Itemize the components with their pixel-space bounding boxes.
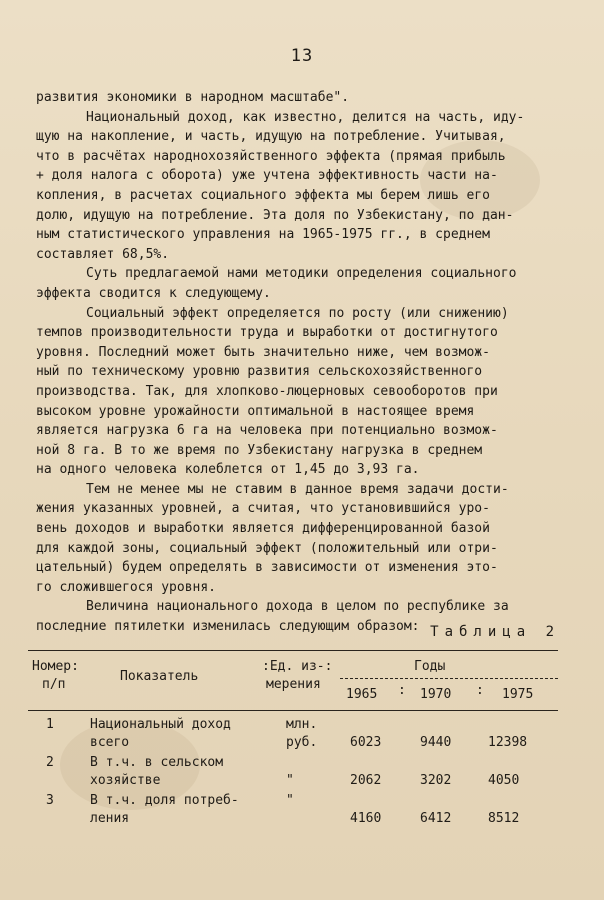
header-sep-1: : — [398, 683, 406, 698]
cell-1975: 12398 — [488, 735, 528, 750]
cell-indicator-line2: ления — [90, 811, 130, 826]
text-line: является нагрузка 6 га на человека при потенциально возмож- — [36, 423, 498, 439]
table-header-rule — [28, 710, 558, 711]
text-line: что в расчётах народнохозяйственного эффекта (прямая прибыль — [36, 148, 506, 164]
text-line: последние пятилетки изменилась следующим образом: — [36, 619, 420, 635]
header-number-line1: Номер: — [32, 659, 79, 674]
text-line: производства. Так, для хлопково-люцерновых севооборотов при — [36, 383, 498, 399]
header-unit — [262, 658, 332, 694]
cell-indicator-line2: хозяйстве — [90, 773, 161, 788]
cell-1965: 6023 — [350, 735, 382, 750]
page-number: 13 — [290, 46, 314, 66]
text-line: жения указанных уровней, а считая, что установившийся уро- — [36, 501, 490, 517]
cell-1965: 4160 — [350, 811, 382, 826]
cell-number: 3 — [46, 793, 54, 808]
text-line: высоком уровне урожайности оптимальной в настоящее время — [36, 403, 475, 419]
text-line: копления, в расчетах социального эффекта мы берем лишь его — [36, 187, 490, 203]
header-year-1970: 1970 — [420, 687, 452, 702]
cell-unit-line2: руб. — [286, 735, 318, 750]
header-indicator: Показатель — [120, 669, 199, 684]
text-line: Социальный эффект определяется по росту (или снижению) — [86, 305, 509, 321]
header-unit-line1: :Ед. из-: — [262, 659, 333, 674]
text-line: Национальный доход, как известно, делится на часть, иду- — [86, 109, 525, 125]
cell-unit-line2: " — [286, 773, 294, 788]
cell-1965: 2062 — [350, 773, 382, 788]
cell-indicator-line1: В т.ч. в сельском — [90, 755, 224, 770]
cell-indicator-line1: Национальный доход — [90, 717, 231, 732]
cell-1970: 6412 — [420, 811, 452, 826]
cell-unit-line1: " — [286, 793, 294, 808]
cell-unit-line1: млн. — [286, 717, 318, 732]
years-underline — [340, 678, 558, 679]
header-year-1975: 1975 — [502, 687, 534, 702]
cell-indicator-line1: В т.ч. доля потреб- — [90, 793, 239, 808]
cell-number: 1 — [46, 717, 54, 732]
text-line: ной 8 га. В то же время по Узбекистану нагрузка в среднем — [36, 442, 483, 458]
text-line: эффекта сводится к следующему. — [36, 285, 271, 301]
cell-number: 2 — [46, 755, 54, 770]
text-line: Величина национального дохода в целом по республике за — [86, 599, 509, 615]
header-number — [32, 658, 79, 694]
header-years: Годы — [414, 659, 446, 674]
text-line: цательный) будем определять в зависимости от изменения это- — [36, 560, 498, 576]
text-line: долю, идущую на потребление. Эта доля по Узбекистану, по дан- — [36, 207, 514, 223]
cell-1970: 9440 — [420, 735, 452, 750]
text-line: ным статистического управления на 1965-1975 гг., в среднем — [36, 227, 490, 243]
text-line: развития экономики в народном масштабе". — [36, 90, 350, 105]
text-line: вень доходов и выработки является дифференцированной базой — [36, 521, 490, 537]
text-line: щую на накопление, и часть, идущую на потребление. Учитывая, — [36, 129, 506, 145]
table-top-rule — [28, 650, 558, 651]
header-year-1965: 1965 — [346, 687, 378, 702]
text-line: составляет 68,5%. — [36, 246, 170, 262]
text-line: для каждой зоны, социальный эффект (положительный или отри- — [36, 540, 498, 556]
cell-indicator-line2: всего — [90, 735, 130, 750]
text-line: + доля налога с оборота) уже учтена эффективность части на- — [36, 168, 498, 184]
table-caption: Таблица 2 — [430, 624, 560, 640]
body-text — [36, 88, 572, 637]
header-number-line2: п/п — [42, 677, 66, 692]
header-sep-2: : — [476, 683, 484, 698]
text-line: Тем не менее мы не ставим в данное время задачи дости- — [86, 481, 509, 497]
text-line: ный по техническому уровню развития сельскохозяйственного — [36, 364, 483, 380]
text-line: го сложившегося уровня. — [36, 579, 217, 595]
cell-1975: 8512 — [488, 811, 520, 826]
cell-1970: 3202 — [420, 773, 452, 788]
cell-1975: 4050 — [488, 773, 520, 788]
text-line: уровня. Последний может быть значительно ниже, чем возмож- — [36, 344, 490, 360]
text-line: темпов производительности труда и выработки от достигнутого — [36, 325, 498, 341]
text-line: на одного человека колеблется от 1,45 до 3,93 га. — [36, 462, 420, 478]
text-line: Суть предлагаемой нами методики определения социального — [86, 266, 517, 282]
header-unit-line2: мерения — [266, 677, 321, 692]
